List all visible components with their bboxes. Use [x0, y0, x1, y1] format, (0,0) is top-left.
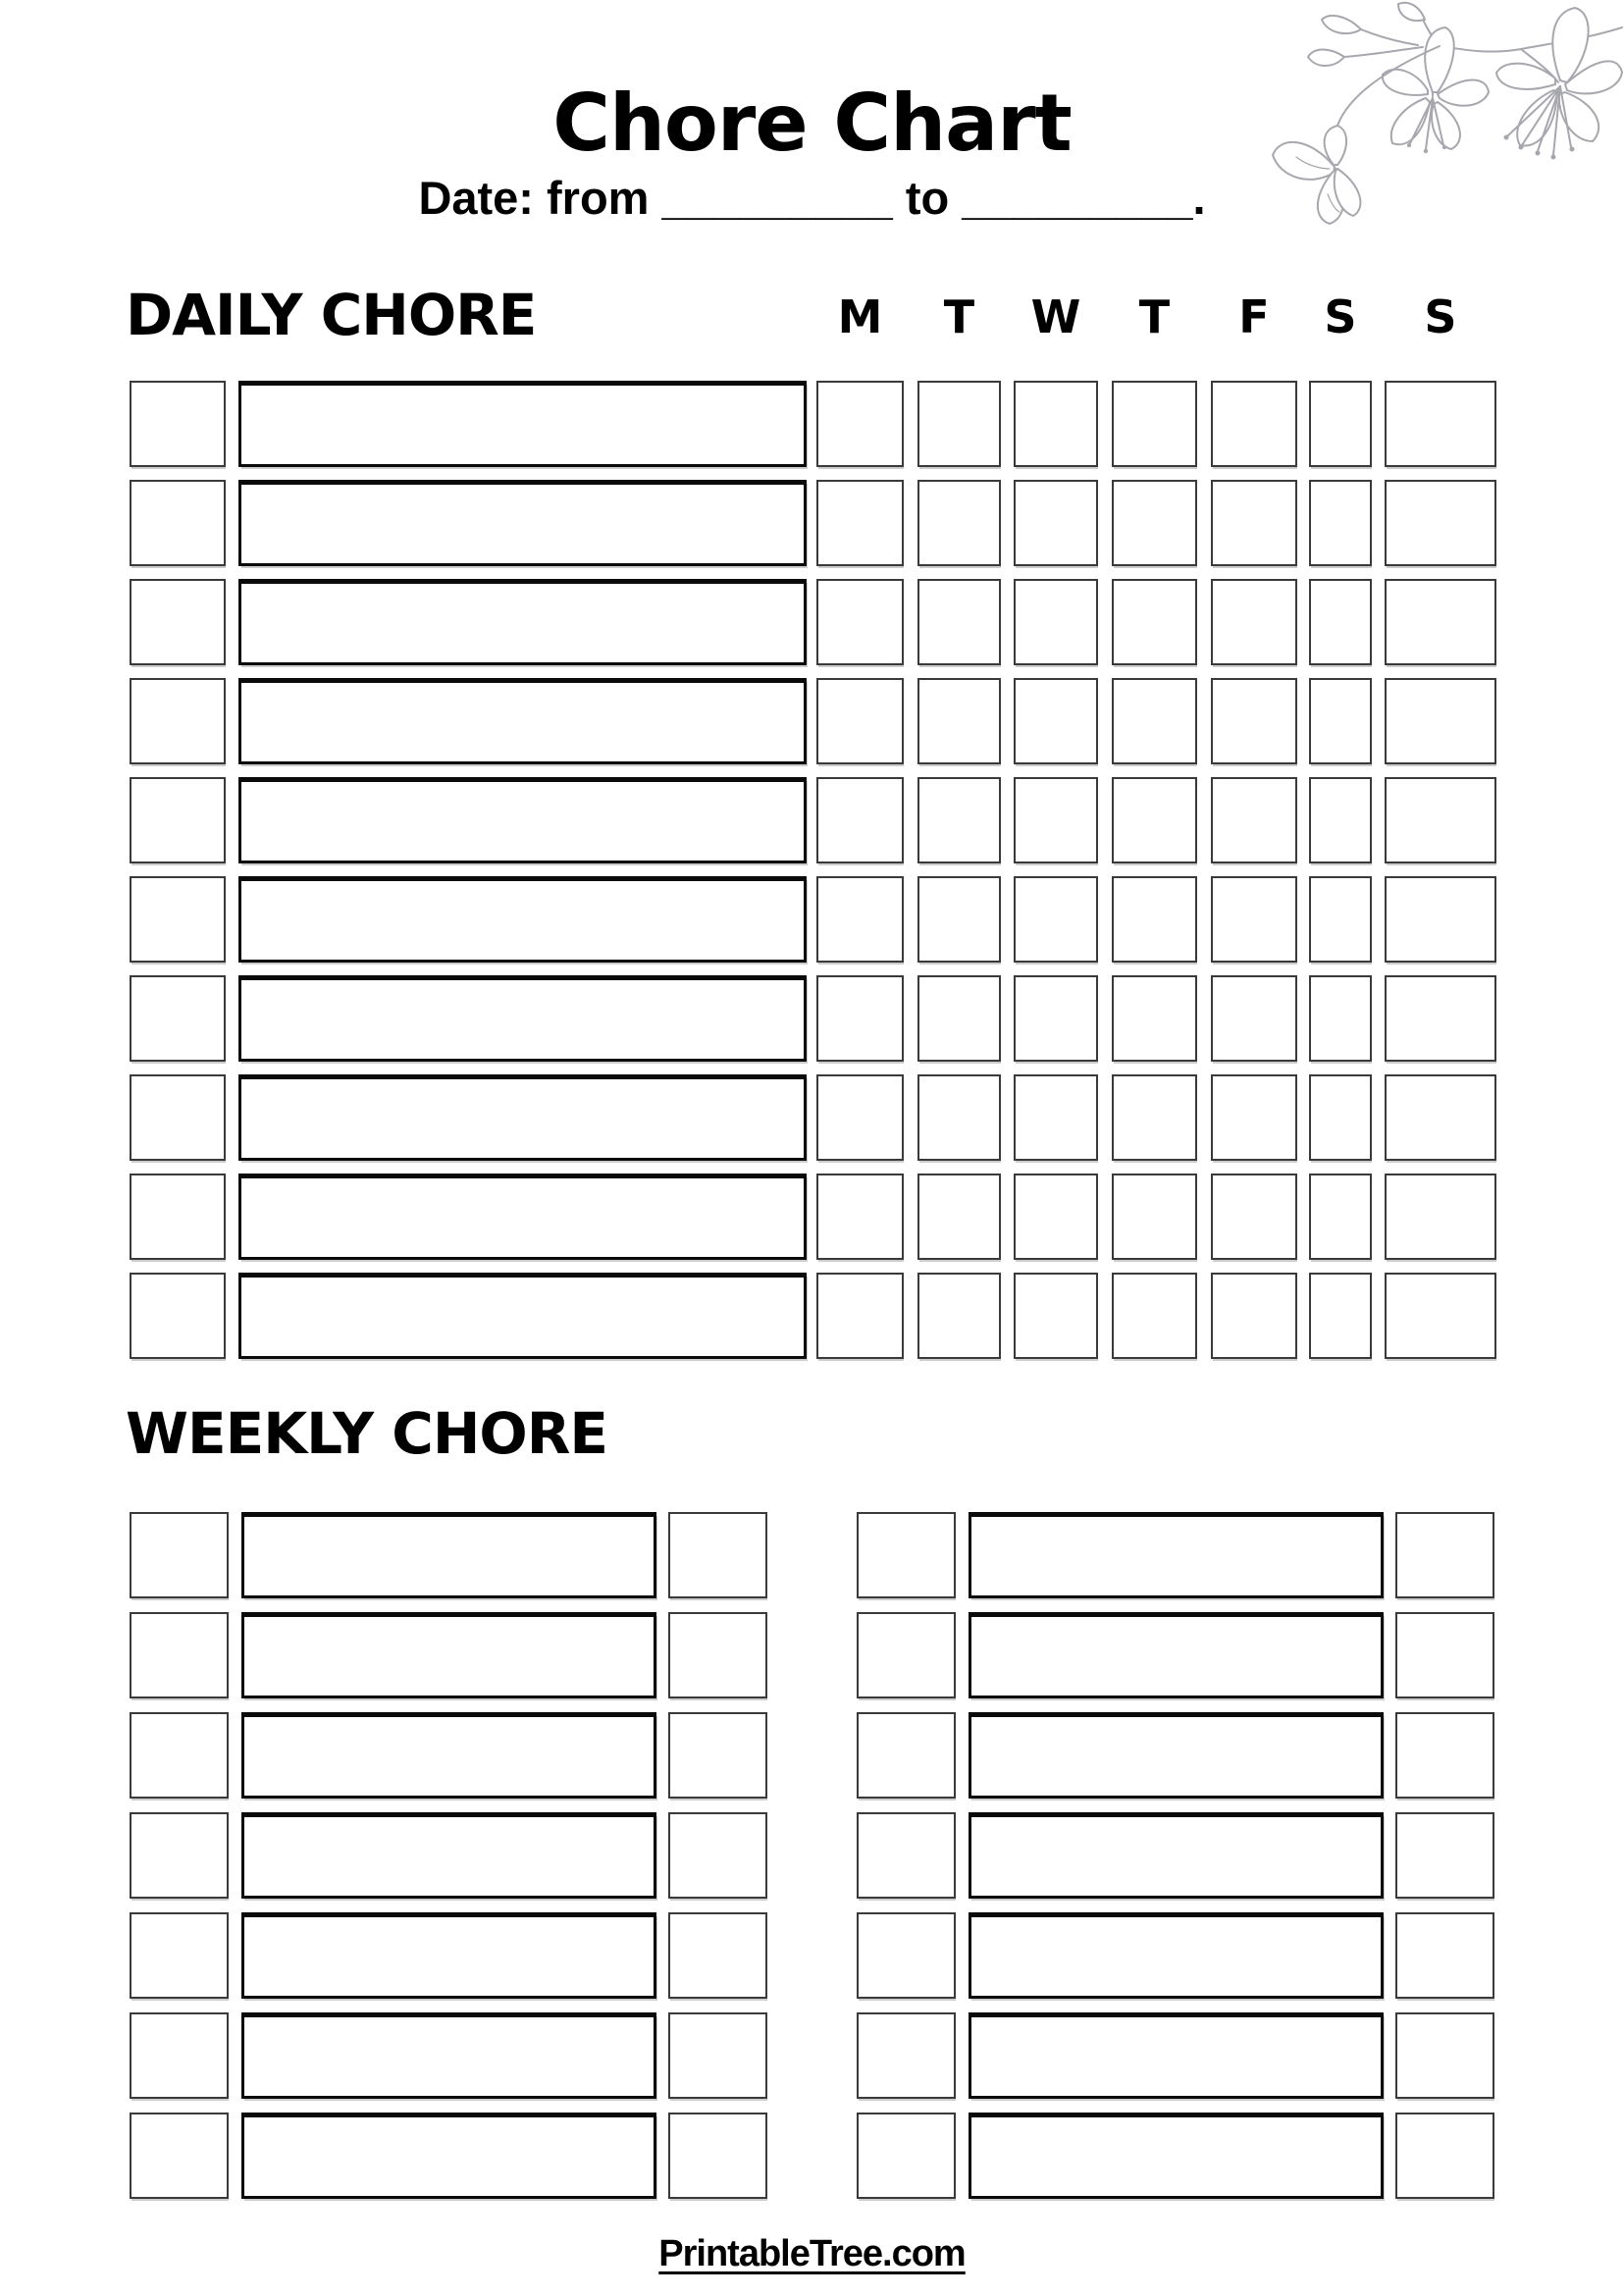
day-checkbox-W-2[interactable]: [1014, 777, 1098, 863]
day-checkbox-F-4[interactable]: [1211, 876, 1297, 963]
day-checkbox-S-5[interactable]: [1309, 1174, 1372, 1260]
day-checkbox-S-5[interactable]: [1309, 381, 1372, 467]
footer-site-link[interactable]: PrintableTree.com: [658, 2233, 966, 2274]
day-checkbox-F-4[interactable]: [1211, 678, 1297, 764]
day-checkbox-F-4[interactable]: [1211, 381, 1297, 467]
day-checkbox-M-0[interactable]: [816, 975, 904, 1062]
weekly-extra-checkbox[interactable]: [1395, 1712, 1494, 1799]
day-checkbox-T-1[interactable]: [917, 1174, 1001, 1260]
weekly-done-checkbox[interactable]: [857, 1612, 956, 1698]
day-checkbox-M-0[interactable]: [816, 480, 904, 566]
weekly-chore-row: [0, 2113, 1624, 2199]
day-checkbox-S-5[interactable]: [1309, 1074, 1372, 1161]
day-checkbox-S-6[interactable]: [1385, 777, 1496, 863]
day-checkbox-M-0[interactable]: [816, 1074, 904, 1161]
day-checkbox-T-3[interactable]: [1112, 1273, 1197, 1359]
weekly-chore-row: [0, 1912, 1624, 1999]
day-checkbox-T-1[interactable]: [917, 480, 1001, 566]
daily-done-checkbox[interactable]: [130, 678, 226, 764]
day-checkbox-S-6[interactable]: [1385, 975, 1496, 1062]
day-checkbox-T-1[interactable]: [917, 678, 1001, 764]
page-title: Chore Chart: [552, 78, 1072, 169]
day-checkbox-S-5[interactable]: [1309, 876, 1372, 963]
weekly-done-checkbox[interactable]: [857, 1912, 956, 1999]
daily-chore-row: [0, 975, 1624, 1062]
daily-chore-name-box[interactable]: [238, 1074, 807, 1161]
daily-done-checkbox[interactable]: [130, 381, 226, 467]
daily-chore-name-box[interactable]: [238, 876, 807, 963]
weekly-chore-row: [0, 1512, 1624, 1598]
day-checkbox-T-1[interactable]: [917, 381, 1001, 467]
weekly-chore-name-box[interactable]: [969, 1512, 1384, 1598]
day-checkbox-T-3[interactable]: [1112, 876, 1197, 963]
weekly-chore-heading: WEEKLY CHORE: [126, 1400, 607, 1467]
day-checkbox-M-0[interactable]: [816, 876, 904, 963]
day-checkbox-S-6[interactable]: [1385, 579, 1496, 665]
weekly-chore-name-box[interactable]: [969, 1912, 1384, 1999]
day-checkbox-W-2[interactable]: [1014, 579, 1098, 665]
weekly-chore-row: [0, 1612, 1624, 1698]
daily-done-checkbox[interactable]: [130, 777, 226, 863]
day-checkbox-W-2[interactable]: [1014, 381, 1098, 467]
daily-chore-name-box[interactable]: [238, 777, 807, 863]
daily-chore-row: [0, 381, 1624, 467]
day-checkbox-T-1[interactable]: [917, 975, 1001, 1062]
day-checkbox-F-4[interactable]: [1211, 579, 1297, 665]
day-checkbox-W-2[interactable]: [1014, 876, 1098, 963]
day-checkbox-T-3[interactable]: [1112, 975, 1197, 1062]
day-checkbox-T-1[interactable]: [917, 777, 1001, 863]
day-checkbox-T-3[interactable]: [1112, 480, 1197, 566]
day-checkbox-S-5[interactable]: [1309, 975, 1372, 1062]
day-letter: W: [1030, 290, 1081, 343]
day-checkbox-W-2[interactable]: [1014, 975, 1098, 1062]
day-checkbox-S-6[interactable]: [1385, 480, 1496, 566]
day-checkbox-M-0[interactable]: [816, 579, 904, 665]
daily-done-checkbox[interactable]: [130, 1174, 226, 1260]
day-checkbox-S-5[interactable]: [1309, 1273, 1372, 1359]
day-checkbox-M-0[interactable]: [816, 777, 904, 863]
weekly-extra-checkbox[interactable]: [1395, 1812, 1494, 1899]
day-checkbox-F-4[interactable]: [1211, 777, 1297, 863]
day-checkbox-M-0[interactable]: [816, 1174, 904, 1260]
day-checkbox-T-3[interactable]: [1112, 579, 1197, 665]
day-checkbox-F-4[interactable]: [1211, 480, 1297, 566]
day-checkbox-T-3[interactable]: [1112, 1174, 1197, 1260]
daily-chore-row: [0, 1074, 1624, 1161]
daily-done-checkbox[interactable]: [130, 480, 226, 566]
day-checkbox-F-4[interactable]: [1211, 1273, 1297, 1359]
weekly-done-checkbox[interactable]: [857, 1712, 956, 1799]
daily-done-checkbox[interactable]: [130, 975, 226, 1062]
day-checkbox-W-2[interactable]: [1014, 1273, 1098, 1359]
day-checkbox-T-3[interactable]: [1112, 381, 1197, 467]
weekly-chore-row: [0, 2012, 1624, 2099]
day-checkbox-M-0[interactable]: [816, 678, 904, 764]
weekly-extra-checkbox[interactable]: [1395, 1912, 1494, 1999]
weekly-chore-name-box[interactable]: [969, 2113, 1384, 2199]
day-checkbox-T-3[interactable]: [1112, 1074, 1197, 1161]
day-checkbox-S-5[interactable]: [1309, 579, 1372, 665]
daily-chore-name-box[interactable]: [238, 678, 807, 764]
day-checkbox-T-3[interactable]: [1112, 678, 1197, 764]
day-checkbox-T-3[interactable]: [1112, 777, 1197, 863]
daily-chore-name-box[interactable]: [238, 381, 807, 467]
day-letter: S: [1424, 290, 1457, 343]
daily-done-checkbox[interactable]: [130, 579, 226, 665]
daily-chore-name-box[interactable]: [238, 975, 807, 1062]
day-letter: F: [1238, 290, 1270, 343]
day-checkbox-W-2[interactable]: [1014, 1074, 1098, 1161]
day-letter: S: [1324, 290, 1357, 343]
day-checkbox-S-6[interactable]: [1385, 1074, 1496, 1161]
day-checkbox-M-0[interactable]: [816, 381, 904, 467]
daily-done-checkbox[interactable]: [130, 1273, 226, 1359]
day-checkbox-M-0[interactable]: [816, 1273, 904, 1359]
daily-chore-name-box[interactable]: [238, 480, 807, 566]
day-checkbox-S-6[interactable]: [1385, 381, 1496, 467]
weekly-chore-name-box[interactable]: [969, 1812, 1384, 1899]
weekly-done-checkbox[interactable]: [857, 2012, 956, 2099]
weekly-extra-checkbox[interactable]: [1395, 1612, 1494, 1698]
weekly-extra-checkbox[interactable]: [1395, 2012, 1494, 2099]
weekly-done-checkbox[interactable]: [857, 2113, 956, 2199]
daily-done-checkbox[interactable]: [130, 1074, 226, 1161]
day-checkbox-S-5[interactable]: [1309, 480, 1372, 566]
day-checkbox-T-1[interactable]: [917, 1074, 1001, 1161]
day-checkbox-W-2[interactable]: [1014, 678, 1098, 764]
day-letter: M: [837, 290, 883, 343]
daily-chore-row: [0, 579, 1624, 665]
date-range-line: Date: from _________ to _________.: [418, 172, 1206, 224]
weekly-chore-name-box[interactable]: [969, 1612, 1384, 1698]
day-checkbox-S-5[interactable]: [1309, 678, 1372, 764]
day-checkbox-S-6[interactable]: [1385, 1174, 1496, 1260]
day-checkbox-T-1[interactable]: [917, 876, 1001, 963]
day-checkbox-W-2[interactable]: [1014, 1174, 1098, 1260]
daily-chore-row: [0, 777, 1624, 863]
weekly-chore-row: [0, 1712, 1624, 1799]
day-checkbox-S-6[interactable]: [1385, 678, 1496, 764]
daily-done-checkbox[interactable]: [130, 876, 226, 963]
weekly-done-checkbox[interactable]: [857, 1512, 956, 1598]
weekly-extra-checkbox[interactable]: [1395, 2113, 1494, 2199]
day-letter: T: [1138, 290, 1171, 343]
day-checkbox-S-6[interactable]: [1385, 876, 1496, 963]
day-checkbox-F-4[interactable]: [1211, 1074, 1297, 1161]
daily-chore-heading: DAILY CHORE: [126, 282, 537, 348]
day-checkbox-T-1[interactable]: [917, 579, 1001, 665]
weekly-chore-name-box[interactable]: [969, 1712, 1384, 1799]
weekly-done-checkbox[interactable]: [857, 1812, 956, 1899]
day-checkbox-F-4[interactable]: [1211, 975, 1297, 1062]
daily-chore-name-box[interactable]: [238, 1174, 807, 1260]
day-checkbox-S-6[interactable]: [1385, 1273, 1496, 1359]
day-checkbox-S-5[interactable]: [1309, 777, 1372, 863]
weekly-extra-checkbox[interactable]: [1395, 1512, 1494, 1598]
day-checkbox-T-1[interactable]: [917, 1273, 1001, 1359]
daily-chore-row: [0, 678, 1624, 764]
daily-chore-name-box[interactable]: [238, 579, 807, 665]
daily-chore-name-box[interactable]: [238, 1273, 807, 1359]
weekly-chore-name-box[interactable]: [969, 2012, 1384, 2099]
daily-chore-row: [0, 1273, 1624, 1359]
daily-chore-row: [0, 1174, 1624, 1260]
weekly-chore-row: [0, 1812, 1624, 1899]
daily-chore-row: [0, 480, 1624, 566]
day-letter: T: [943, 290, 975, 343]
day-checkbox-W-2[interactable]: [1014, 480, 1098, 566]
day-checkbox-F-4[interactable]: [1211, 1174, 1297, 1260]
daily-chore-row: [0, 876, 1624, 963]
